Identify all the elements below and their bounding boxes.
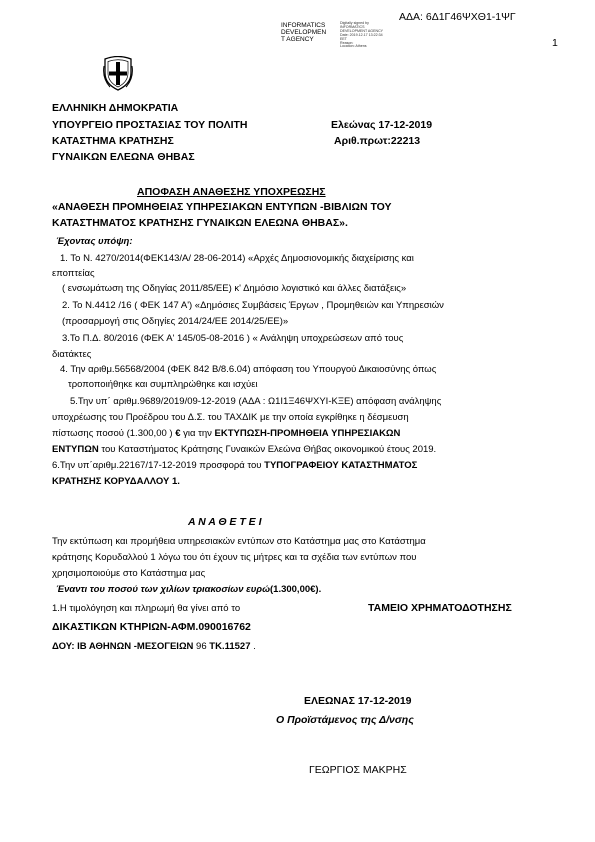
amount-value: (1.300,00€). — [270, 584, 322, 595]
item-6-text: 6.Την υπ΄αριθμ.22167/17-12-2019 προσφορά του — [52, 460, 265, 471]
decision-subject-line1: «ΑΝΑΘΕΣΗ ΠΡΟΜΗΘΕΙΑΣ ΥΠΗΡΕΣΙΑΚΩΝ ΕΝΤΥΠΩΝ -ΒΙΒΛΙΩΝ ΤΟΥ — [52, 201, 392, 213]
assign-paragraph-line1: Την εκτύπωση και προμήθεια υπηρεσιακών εντύπων στο Κατάστημα μας στο Κατάστημα — [52, 536, 426, 547]
item-5-line3 — [52, 428, 400, 439]
amount-line — [56, 584, 321, 595]
protocol-number: Αριθ.πρωτ:22213 — [334, 135, 421, 147]
header-ministry: ΥΠΟΥΡΓΕΙΟ ΠΡΟΣΤΑΣΙΑΣ ΤΟΥ ΠΟΛΙΤΗ — [52, 119, 248, 131]
signature-stamp-label: INFORMATICS DEVELOPMEN T AGENCY — [281, 22, 327, 43]
billing-line2: ΔΙΚΑΣΤΙΚΩΝ ΚΤΗΡΙΩΝ-ΑΦΜ.090016762 — [52, 621, 251, 633]
postal-code: ΤΚ.11527 — [209, 641, 251, 652]
assign-heading: Α Ν Α Θ Ε Τ Ε Ι — [188, 516, 262, 528]
signature-stamp-details: Digitally signed by INFORMATICS DEVELOPMENT AGENCY Date: 2019.12.17 13:22:34 EET Reason: Location: Athens — [340, 21, 384, 49]
item-5-rest: του Καταστήματος Κράτησης Γυναικών Ελεώνα Θήβας οικονομικού έτους 2019. — [98, 444, 437, 455]
item-5-service-cont: ΕΝΤΥΠΩΝ — [52, 444, 99, 455]
greek-emblem-icon — [102, 56, 134, 92]
signature-place-date: ΕΛΕΩΝΑΣ 17-12-2019 — [304, 695, 412, 707]
amount-text: Έναντι του ποσού των χιλίων τριακοσίων ευρώ — [56, 584, 270, 595]
billing-line1 — [52, 603, 240, 614]
item-5-line2: υποχρέωσης του Προέδρου του Δ.Σ. του ΤΑΧΔΙΚ με την οποία εγκρίθηκε η δέσμευση — [52, 412, 409, 423]
assign-paragraph-line3: χρησιμοποιούμε στο Κατάστημα μας — [52, 568, 206, 579]
item-1-line2: εποπτείας — [52, 268, 95, 279]
header-republic: ΕΛΛΗΝΙΚΗ ΔΗΜΟΚΡΑΤΙΑ — [52, 102, 179, 114]
item-5-for: για την — [183, 428, 215, 439]
assign-paragraph-line2: κράτησης Κορυδαλλού 1 λόγω του ότι έχουν τις μήτρες και τα σχέδια των εντύπων που — [52, 552, 417, 563]
ada-code: ΑΔΑ: 6Δ1Γ46ΨΧΘ1-1ΨΓ — [399, 11, 516, 23]
signature-role: Ο Προϊστάμενος της Δ/νσης — [276, 714, 414, 726]
header-institution-name: ΓΥΝΑΙΚΩΝ ΕΛΕΩΝΑ ΘΗΒΑΣ — [52, 151, 195, 163]
page-number: 1 — [552, 37, 558, 49]
tax-office-line: ΔΟΥ: ΙΒ ΑΘΗΝΩΝ -ΜΕΣΟΓΕΙΩΝ 96 ΤΚ.11527 . — [52, 641, 256, 652]
having-considered: Έχοντας υπόψη: — [56, 236, 133, 247]
signatory-name: ΓΕΩΡΓΙΟΣ ΜΑΚΡΗΣ — [309, 764, 407, 776]
header-institution: ΚΑΤΑΣΤΗΜΑ ΚΡΑΤΗΣΗΣ — [52, 135, 174, 147]
item-3-line1: 3.Το Π.Δ. 80/2016 (ΦΕΚ Α' 145/05-08-2016 ) « Ανάληψη υποχρεώσεων από τους — [62, 333, 404, 344]
item-4-line1: 4. Την αριθμ.56568/2004 (ΦΕΚ 842 Β/8.6.04) απόφαση του Υπουργού Δικαιοσύνης όπως — [60, 364, 437, 375]
item-6-line2: ΚΡΑΤΗΣΗΣ ΚΟΡΥΔΑΛΛΟΥ 1. — [52, 476, 180, 487]
item-2-line2: (προσαρμογή στις Οδηγίες 2014/24/ΕΕ 2014/25/ΕΕ)» — [62, 316, 289, 327]
item-5-amount: πίστωσης ποσού (1.300,00 ) — [52, 428, 173, 439]
billing-fund: ΤΑΜΕΙΟ ΧΡΗΜΑΤΟΔΟΤΗΣΗΣ — [368, 602, 512, 614]
document-date: Ελεώνας 17-12-2019 — [331, 119, 433, 131]
item-4-line2: τροποποιήθηκε και συμπληρώθηκε και ισχύει — [68, 379, 258, 390]
item-3-line2: διατάκτες — [52, 349, 92, 360]
item-5-line1: 5.Την υπ΄ αριθμ.9689/2019/09-12-2019 (ΑΔΑ : Ω1Ι1Ξ46ΨΧΥΙ-ΚΞΕ) απόφαση ανάληψης — [70, 396, 442, 407]
item-5-service: ΕΚΤΥΠΩΣΗ-ΠΡΟΜΗΘΕΙΑ ΥΠΗΡΕΣΙΑΚΩΝ — [214, 428, 401, 439]
decision-subject-line2: ΚΑΤΑΣΤΗΜΑΤΟΣ ΚΡΑΤΗΣΗΣ ΓΥΝΑΙΚΩΝ ΕΛΕΩΝΑ ΘΗΒΑΣ». — [52, 217, 348, 229]
item-1-line1: 1. Το Ν. 4270/2014(ΦΕΚ143/Α/ 28-06-2014) «Αρχές Δημοσιονομικής διαχείρισης και — [60, 253, 414, 264]
item-2-line1: 2. Το Ν.4412 /16 ( ΦΕΚ 147 Α') «Δημόσιες Συμβάσεις Έργων , Προμηθειών και Υπηρεσιών — [62, 300, 444, 311]
decision-title: ΑΠΟΦΑΣΗ ΑΝΑΘΕΣΗΣ ΥΠΟΧΡΕΩΣΗΣ — [137, 186, 326, 198]
euro-sign: € — [172, 428, 184, 439]
billing-text: 1.Η τιμολόγηση και πληρωμή θα γίνει από το — [52, 603, 241, 614]
item-1-line3: ( ενσωμάτωση της Οδηγίας 2011/85/ΕΕ) κ' Δημόσιο λογιστικό και άλλες διατάξεις» — [62, 283, 407, 294]
item-6-line1 — [52, 460, 417, 471]
tax-office: ΔΟΥ: ΙΒ ΑΘΗΝΩΝ -ΜΕΣΟΓΕΙΩΝ — [52, 641, 194, 652]
item-6-supplier: ΤΥΠΟΓΡΑΦΕΙΟΥ ΚΑΤΑΣΤΗΜΑΤΟΣ — [264, 460, 418, 471]
item-5-line4 — [52, 444, 436, 455]
tax-office-number: 96 — [193, 641, 210, 652]
